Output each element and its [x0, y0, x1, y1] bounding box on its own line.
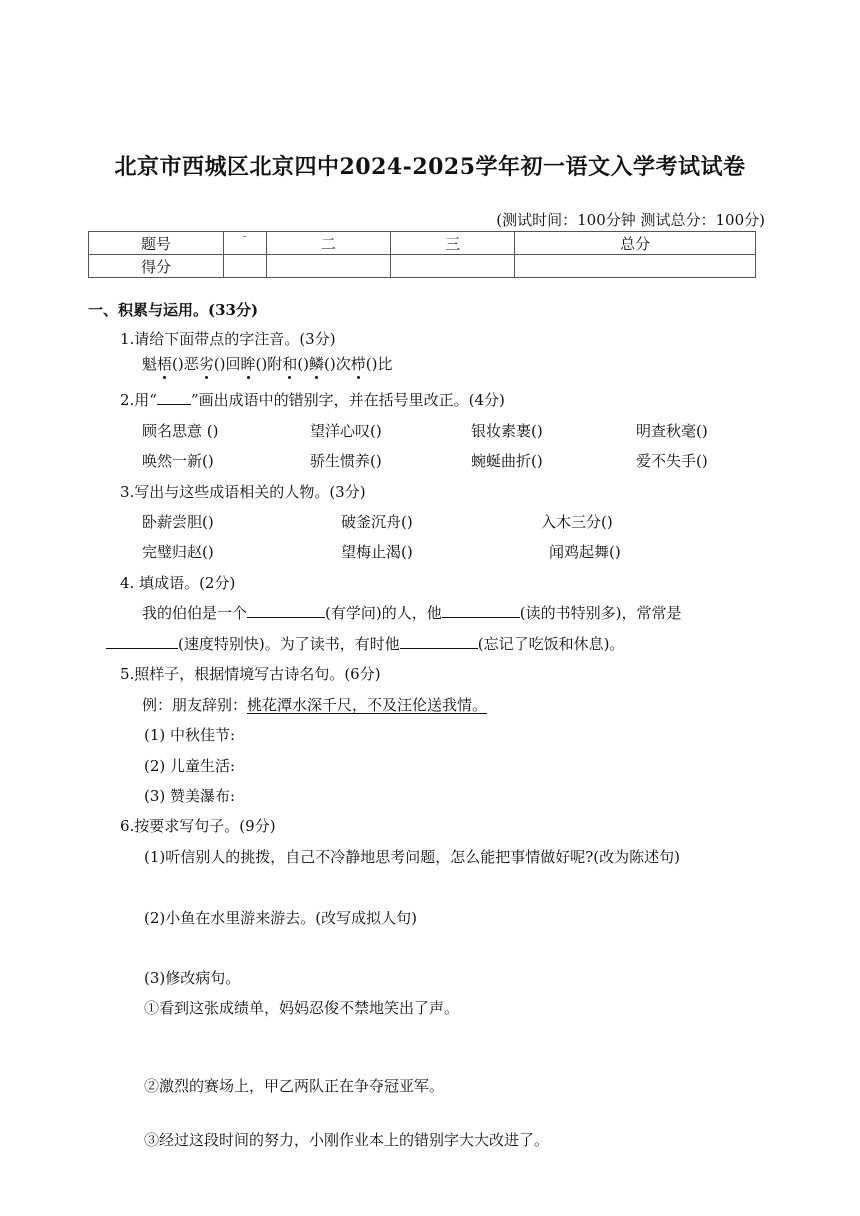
sick-sentence: ③经过这段时间的努力，小刚作业本上的错别字大大改进了。 — [144, 1131, 550, 1149]
answer-bracket[interactable]: () — [213, 355, 226, 373]
poem-item[interactable]: (3) 赞美瀑布: — [144, 787, 236, 805]
fill-line-1 — [142, 602, 681, 623]
dotted-char: 劣 — [198, 355, 214, 373]
question-3-label: 3.写出与这些成语相关的人物。(3分) — [120, 483, 366, 501]
answer-blank[interactable] — [106, 633, 178, 649]
answer-bracket[interactable]: () — [297, 355, 309, 373]
table-cell: 总分 — [515, 232, 756, 255]
score-table — [88, 231, 756, 278]
table-cell: 题号 — [89, 232, 224, 255]
answer-bracket[interactable]: () — [324, 355, 336, 373]
answer-blank[interactable] — [442, 602, 520, 618]
line-text: (速度特别快)。为了读书，有时他 — [178, 635, 400, 653]
exam-meta: (测试时间：100分钟 测试总分：100分) — [496, 211, 765, 229]
label-text: ”画出成语中的错别字，并在括号里改正。(4分) — [190, 391, 505, 409]
question-1-label: 1.请给下面带点的字注音。(3分) — [120, 330, 336, 348]
table-cell: 得分 — [89, 255, 224, 278]
sentence-task: (3)修改病句。 — [144, 969, 241, 987]
idiom-item[interactable]: 卧薪尝胆() — [142, 513, 214, 531]
idiom-item[interactable]: 望洋心叹() — [310, 422, 382, 440]
idiom-item[interactable]: 银妆素裹() — [471, 422, 543, 440]
sick-sentence: ①看到这张成绩单，妈妈忍俊不禁地笑出了声。 — [144, 999, 460, 1017]
table-row — [89, 232, 756, 255]
dotted-char: 梧 — [157, 355, 173, 373]
idiom-item[interactable]: 闻鸡起舞() — [549, 543, 621, 561]
item-text: 附 — [267, 355, 283, 373]
poem-item[interactable]: (2) 儿童生活: — [144, 757, 236, 775]
idiom-item[interactable]: 唤然一新() — [142, 452, 214, 470]
item-text: 魁 — [142, 355, 158, 373]
dotted-char: 栉 — [350, 355, 366, 373]
example-line — [142, 694, 487, 715]
example-prefix: 例：朋友辞别： — [142, 696, 248, 714]
question-5-label: 5.照样子，根据情境写古诗名句。(6分) — [120, 665, 381, 683]
line-text: (忘记了吃饭和休息)。 — [477, 635, 625, 653]
item-text: 恶 — [183, 355, 199, 373]
idiom-item[interactable]: 爱不失手() — [636, 452, 708, 470]
answer-bracket[interactable]: ()比 — [365, 355, 393, 373]
table-cell: 三 — [390, 232, 514, 255]
page-title: 北京市西城区北京四中2024-2025学年初一语文入学考试试卷 — [114, 154, 746, 180]
score-input-cell[interactable] — [515, 255, 756, 278]
sentence-task: (2)小鱼在水里游来游去。(改写成拟人句) — [144, 909, 417, 927]
line-text: 我的伯伯是一个 — [142, 604, 248, 622]
answer-bracket[interactable]: () — [172, 355, 184, 373]
underline-sample — [157, 389, 191, 405]
sick-sentence: ②激烈的赛场上，甲乙两队正在争夺冠亚军。 — [144, 1077, 445, 1095]
dotted-char: 鳞 — [309, 355, 325, 373]
item-text: 次 — [335, 355, 351, 373]
idiom-item[interactable]: 明查秋毫() — [636, 422, 708, 440]
sentence-task: (1)听信别人的挑拨，自己不冷静地思考问题，怎么能把事情做好呢?(改为陈述句) — [144, 848, 680, 866]
table-cell: – — [224, 232, 267, 255]
line-text: (有学问)的人，他 — [325, 604, 442, 622]
example-answer: 桃花潭水深千尺，不及汪伦送我情。 — [247, 696, 488, 714]
section-heading: 一、积累与运用。(33分) — [88, 301, 259, 319]
score-input-cell[interactable] — [266, 255, 390, 278]
idiom-item[interactable]: 破釜沉舟() — [341, 513, 413, 531]
idiom-item[interactable]: 蜿蜒曲折() — [471, 452, 543, 470]
idiom-item[interactable]: 顾名思意 () — [142, 422, 219, 440]
answer-bracket[interactable]: () — [255, 355, 268, 373]
question-1-items — [142, 353, 392, 374]
answer-blank[interactable] — [247, 602, 325, 618]
question-4-label: 4. 填成语。(2分) — [120, 574, 236, 592]
label-text: 2.用“ — [120, 391, 157, 409]
dotted-char: 和 — [282, 355, 298, 373]
item-text: 回 — [225, 355, 241, 373]
dotted-char: 眸 — [240, 355, 256, 373]
poem-item[interactable]: (1) 中秋佳节: — [144, 726, 236, 744]
answer-blank[interactable] — [400, 633, 478, 649]
line-text: (读的书特别多)，常常是 — [519, 604, 682, 622]
question-6-label: 6.按要求写句子。(9分) — [120, 817, 276, 835]
idiom-item[interactable]: 完璧归赵() — [142, 543, 214, 561]
idiom-item[interactable]: 入木三分() — [541, 513, 613, 531]
table-cell: 二 — [266, 232, 390, 255]
idiom-item[interactable]: 望梅止渴() — [341, 543, 413, 561]
idiom-item[interactable]: 骄生惯养() — [310, 452, 382, 470]
score-input-cell[interactable] — [224, 255, 267, 278]
table-row — [89, 255, 756, 278]
fill-line-2 — [106, 633, 624, 654]
question-2-label — [120, 389, 505, 410]
score-input-cell[interactable] — [390, 255, 514, 278]
